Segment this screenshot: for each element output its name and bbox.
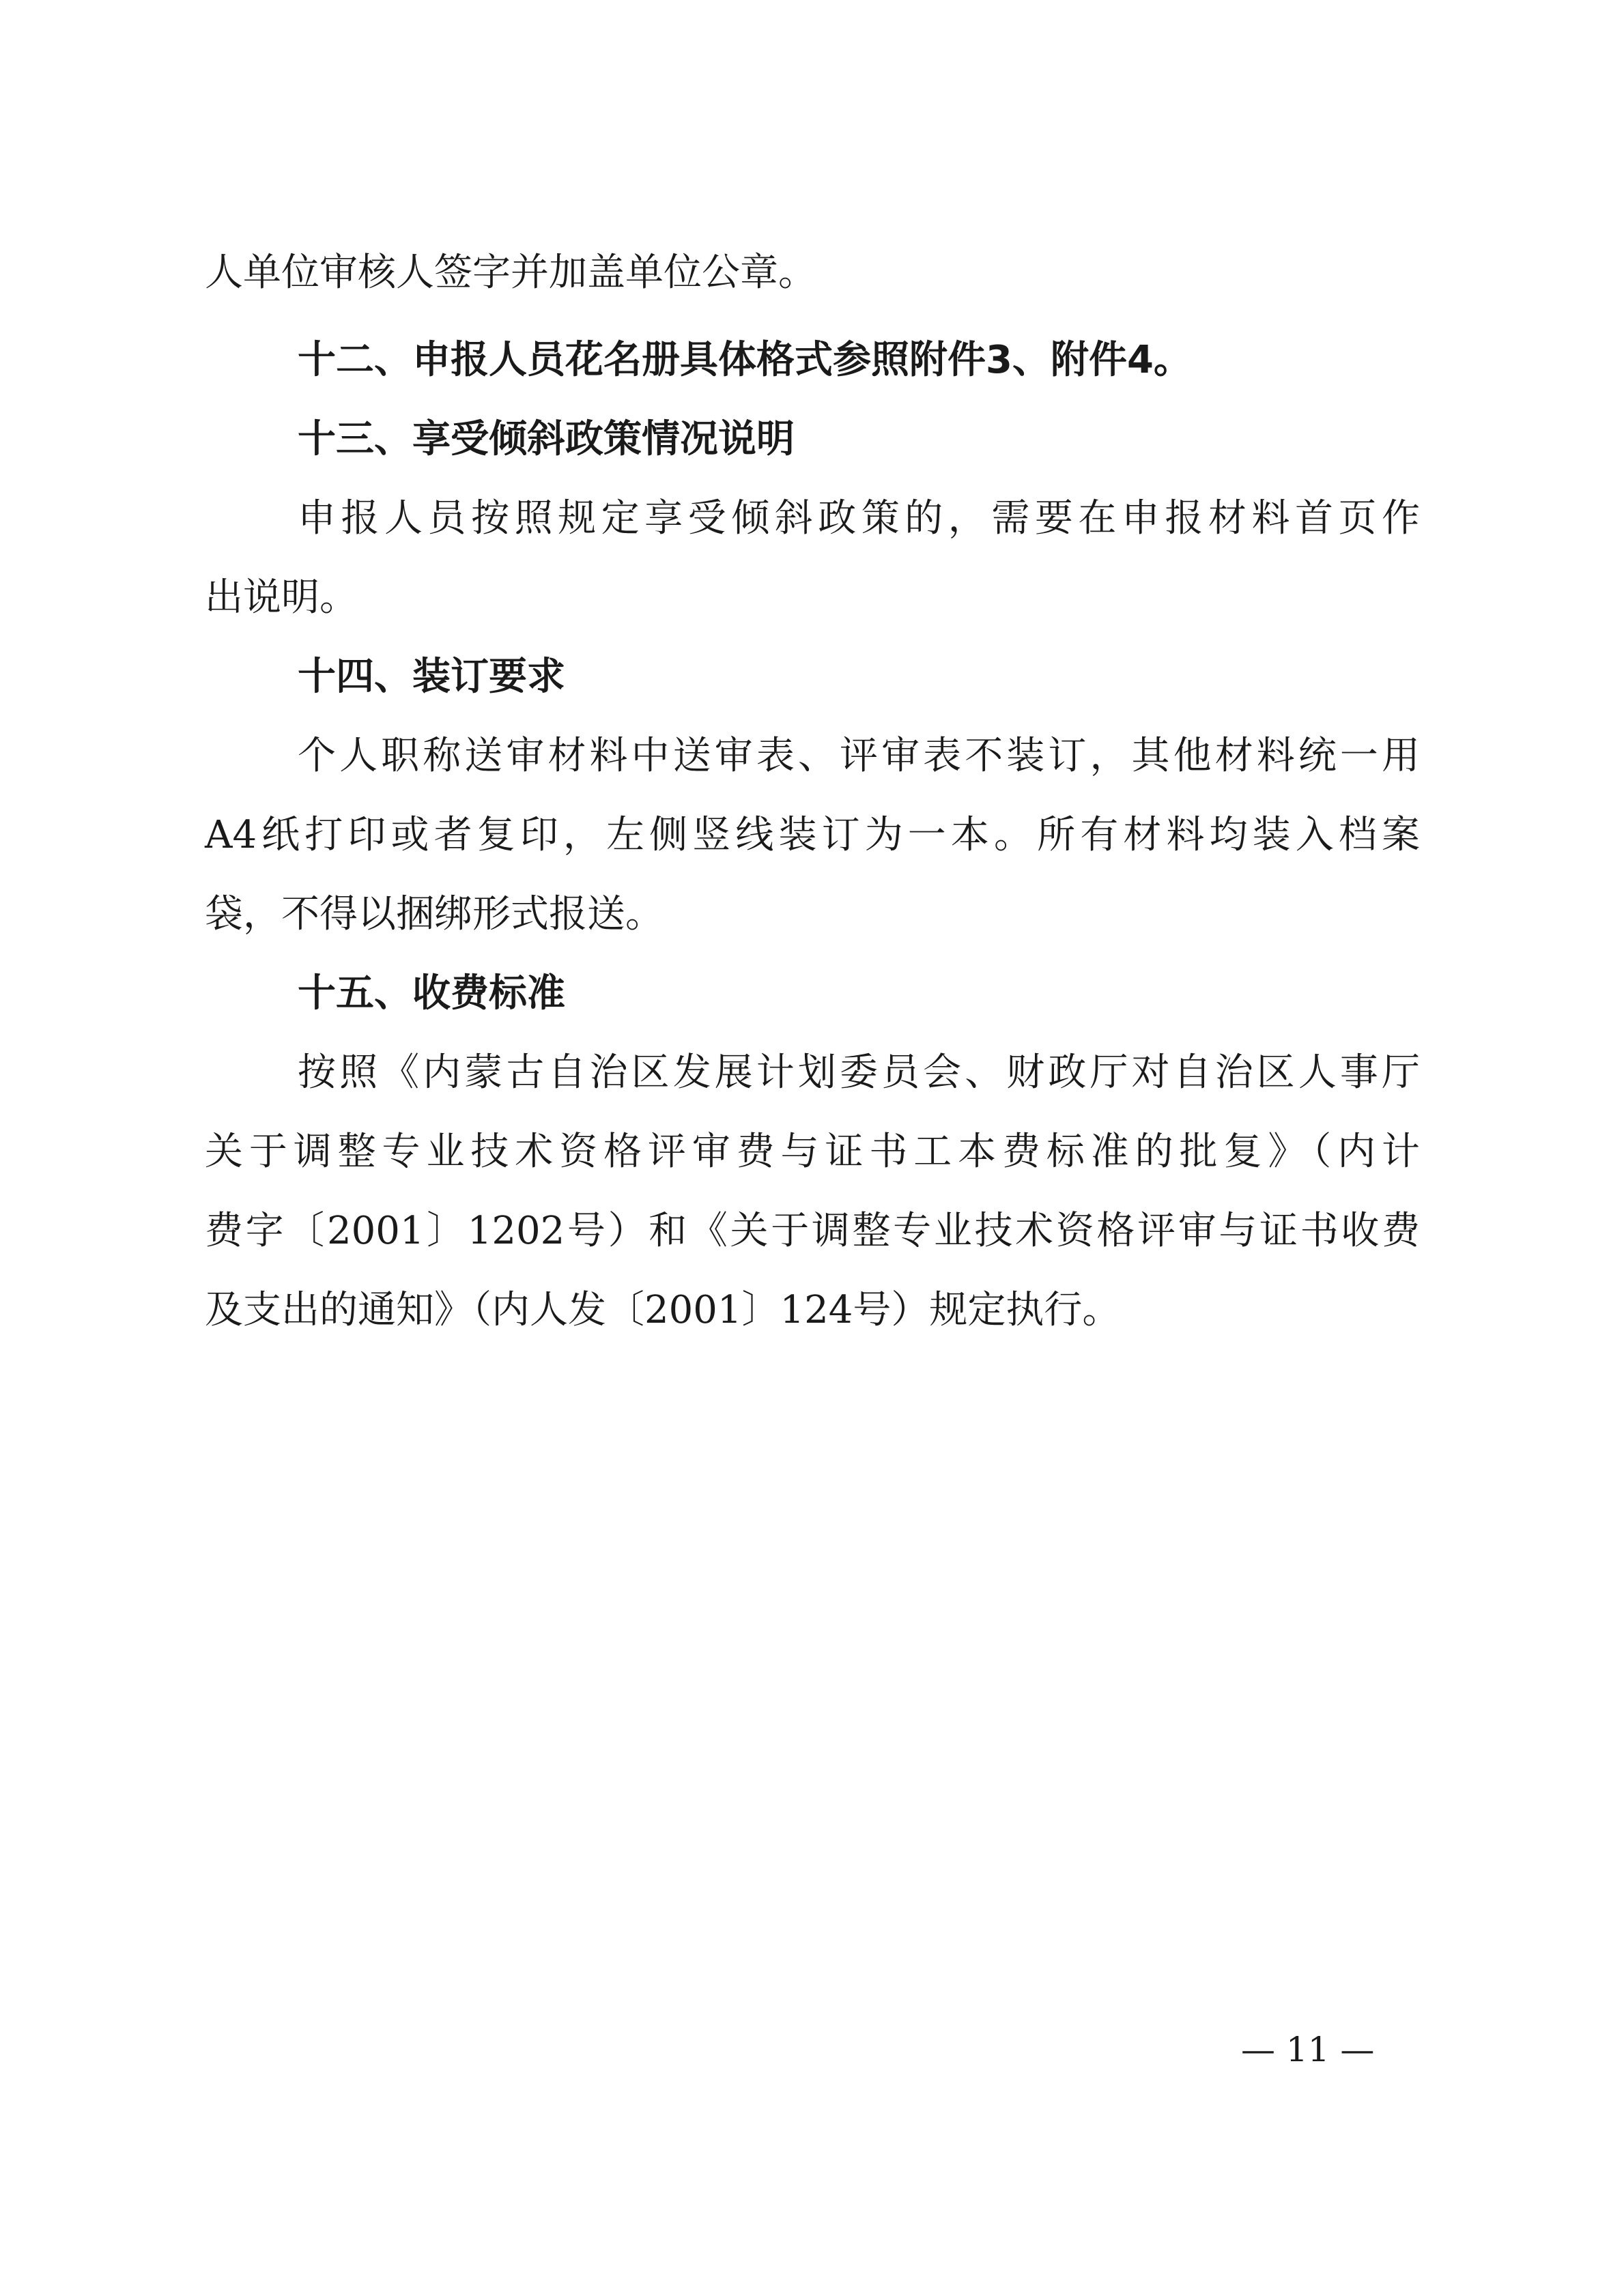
section-15-heading: 十五、收费标准 [298, 971, 565, 1016]
section-12-heading: 十二、申报人员花名册具体格式参照附件3、附件4。 [298, 338, 1192, 382]
section-15-body-line-3: 费字〔2001〕1202号）和《关于调整专业技术资格评审与证书收费 [205, 1209, 1420, 1253]
section-14-body-line-2: A4纸打印或者复印，左侧竖线装订为一本。所有材料均装入档案 [205, 813, 1420, 857]
section-14-heading: 十四、装订要求 [298, 655, 565, 699]
section-13-body-line-1: 申报人员按照规定享受倾斜政策的，需要在申报材料首页作 [298, 496, 1420, 541]
paragraph-continuation-line: 人单位审核人签字并加盖单位公章。 [205, 250, 816, 295]
section-15-body-line-1: 按照《内蒙古自治区发展计划委员会、财政厅对自治区人事厅 [298, 1050, 1420, 1095]
section-15-body-line-2: 关于调整专业技术资格评审费与证书工本费标准的批复》（内计 [205, 1130, 1420, 1174]
section-14-body-line-3: 袋，不得以捆绑形式报送。 [205, 892, 664, 936]
section-13-heading: 十三、享受倾斜政策情况说明 [298, 417, 795, 461]
page-number: — 11 — [1241, 2030, 1375, 2069]
section-15-body-line-4: 及支出的通知》（内人发〔2001〕124号）规定执行。 [205, 1288, 1121, 1332]
section-14-body-line-1: 个人职称送审材料中送审表、评审表不装订，其他材料统一用 [298, 734, 1420, 778]
section-13-body-line-2: 出说明。 [205, 575, 358, 620]
